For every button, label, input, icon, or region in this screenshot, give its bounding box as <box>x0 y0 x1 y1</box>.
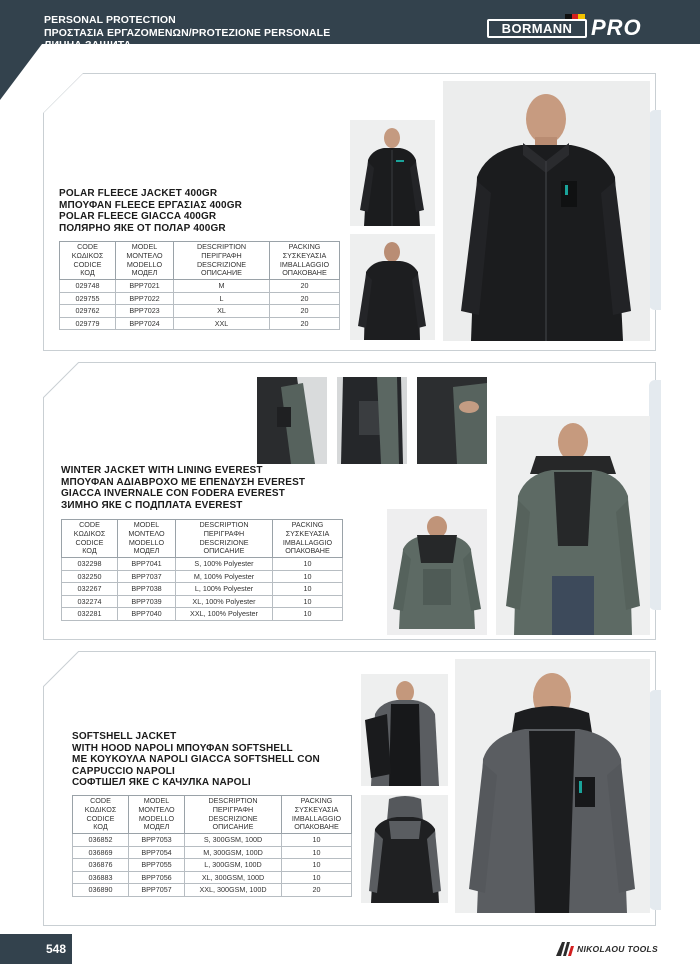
title-line: CAPPUCCIO NAPOLI <box>72 765 175 777</box>
title-line: ΜΕ ΚΟΥΚΟΥΛΑ NAPOLI GIACCA SOFTSHELL CON <box>72 754 320 765</box>
logo-bormann-text: BORMANN <box>487 19 587 38</box>
column-header-description: DESCRIPTION ΠΕΡΙΓΡΑΦΗ DESCRIZIONE ОПИСАНИЕ <box>185 796 282 834</box>
panel-corner-notch <box>43 362 79 398</box>
table-row: 036852 BPP7053 S, 300GSM, 100D 10 <box>73 834 352 847</box>
table-row: 032250 BPP7037 M, 100% Polyester 10 <box>62 570 343 583</box>
photo-fleece-front-small <box>350 120 435 226</box>
title-line: ΜΠΟΥΦΑΝ ΑΔΙΑΒΡΟΧΟ ΜΕ ΕΠΕΝΔΥΣΗ EVEREST <box>61 476 306 488</box>
product-title-everest <box>61 465 305 511</box>
column-header-code: CODE ΚΩΔΙΚΟΣ CODICE КОД <box>62 520 118 558</box>
title-line: SOFTSHELL JACKET <box>72 731 177 742</box>
section-title-bg: ЛИЧНА ЗАЩИТА <box>44 39 132 51</box>
table-row: 036890 BPP7057 XXL, 300GSM, 100D 20 <box>73 884 352 897</box>
title-line: ΜΠΟΥΦΑΝ FLEECE ΕΡΓΑΣΙΑΣ 400GR <box>59 199 243 211</box>
column-header-model: MODEL ΜΟΝΤΕΛΟ MODELLO МОДЕЛ <box>116 242 174 280</box>
nikolaou-logo-icon <box>556 942 574 956</box>
column-header-code: CODE ΚΩΔΙΚΟΣ CODICE КОД <box>60 242 116 280</box>
column-header-model: MODEL ΜΟΝΤΕΛΟ MODELLO МОДЕЛ <box>118 520 176 558</box>
spec-table-softshell <box>72 795 352 897</box>
bormann-pro-logo <box>487 17 659 41</box>
title-line: GIACCA INVERNALE CON FODERA EVEREST <box>61 488 285 499</box>
column-header-model: MODEL ΜΟΝΤΕΛΟ MODELLO МОДЕЛ <box>129 796 185 834</box>
column-header-packing: PACKING ΣΥΣΚΕΥΑΣΙΑ IMBALLAGGIO ОПАКОВАНЕ <box>273 520 343 558</box>
header-corner-tail <box>0 44 42 100</box>
table-row: 029755 BPP7022 L 20 <box>60 292 340 305</box>
column-header-packing: PACKING ΣΥΣΚΕΥΑΣΙΑ IMBALLAGGIO ОПАКОВАНЕ <box>270 242 340 280</box>
photo-fleece-front-large <box>443 81 650 341</box>
title-line: ЗИМНО ЯКЕ С ПОДПЛАТА EVEREST <box>61 499 243 511</box>
panel-side-decoration <box>649 110 661 310</box>
table-row: 032274 BPP7039 XL, 100% Polyester 10 <box>62 595 343 608</box>
product-title-softshell <box>72 731 320 789</box>
page-number: 548 <box>40 934 72 964</box>
panel-corner-notch <box>43 73 83 113</box>
table-row: 032298 BPP7041 S, 100% Polyester 10 <box>62 558 343 571</box>
title-line: POLAR FLEECE JACKET 400GR <box>59 188 218 199</box>
column-header-description: DESCRIPTION ΠΕΡΙΓΡΑΦΗ DESCRIZIONE ОПИСАНИЕ <box>174 242 270 280</box>
photo-everest-back <box>387 509 487 635</box>
panel-side-decoration <box>649 380 661 610</box>
logo-pro-text: PRO <box>591 15 642 40</box>
table-row: 029748 BPP7021 M 20 <box>60 280 340 293</box>
title-line: WINTER JACKET WITH LINING EVEREST <box>61 465 263 476</box>
panel-corner-notch <box>43 651 79 687</box>
photo-everest-detail-arm <box>257 377 327 464</box>
photo-everest-front-large <box>496 416 650 635</box>
table-row: 029762 BPP7023 XL 20 <box>60 305 340 318</box>
panel-side-decoration <box>649 690 661 910</box>
column-header-code: CODE ΚΩΔΙΚΟΣ CODICE КОД <box>73 796 129 834</box>
column-header-description: DESCRIPTION ΠΕΡΙΓΡΑΦΗ DESCRIZIONE ОПИСАНИЕ <box>176 520 273 558</box>
title-line: POLAR FLEECE GIACCA 400GR <box>59 211 217 222</box>
photo-softshell-back <box>361 795 448 903</box>
photo-softshell-front-large <box>455 659 650 913</box>
photo-softshell-open <box>361 674 448 786</box>
spec-table-fleece <box>59 241 340 330</box>
section-title-en: PERSONAL PROTECTION <box>44 14 176 26</box>
spec-table-everest <box>61 519 343 621</box>
table-row: 032267 BPP7038 L, 100% Polyester 10 <box>62 583 343 596</box>
table-row: 036876 BPP7055 L, 300GSM, 100D 10 <box>73 859 352 872</box>
column-header-packing: PACKING ΣΥΣΚΕΥΑΣΙΑ IMBALLAGGIO ОПАКОВАНЕ <box>282 796 352 834</box>
photo-everest-detail-pocket <box>417 377 487 464</box>
title-line: WITH HOOD NAPOLI ΜΠΟΥΦΑΝ SOFTSHELL <box>72 742 293 754</box>
photo-fleece-back-small <box>350 234 435 340</box>
footer-brand <box>556 941 658 957</box>
table-row: 032281 BPP7040 XXL, 100% Polyester 10 <box>62 608 343 621</box>
table-row: 036883 BPP7056 XL, 300GSM, 100D 10 <box>73 871 352 884</box>
table-row: 029779 BPP7024 XXL 20 <box>60 317 340 330</box>
table-row: 036869 BPP7054 M, 300GSM, 100D 10 <box>73 846 352 859</box>
title-line: ПОЛЯРНО ЯКЕ ОТ ПОЛАР 400GR <box>59 222 226 234</box>
footer-brand-text: NIKOLAOU TOOLS <box>577 944 659 954</box>
photo-everest-detail-lining <box>337 377 407 464</box>
section-title-gr-it: ΠΡΟΣΤΑΣΙΑ ΕΡΓΑΖΟΜΕΝΩΝ/PROTEZIONE PERSONALE <box>44 26 331 39</box>
logo-flag-icon <box>565 14 585 19</box>
title-line: СОФТШЕЛ ЯКЕ С КАЧУЛКА NAPOLI <box>72 777 251 788</box>
product-title-fleece <box>59 188 242 234</box>
section-titles <box>44 14 330 52</box>
